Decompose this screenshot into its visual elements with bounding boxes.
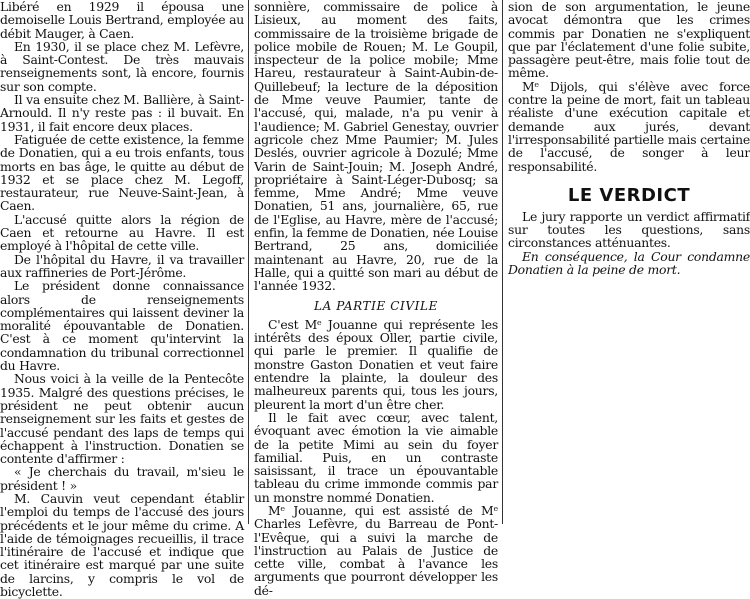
- column-2: [254, 0, 498, 598]
- paragraph: Il va ensuite chez M. Ballière, à Saint-Arnould. Il n'y reste pas : il buvait. En 1931, il fait encore deux places.: [0, 92, 244, 134]
- paragraph: Mᵉ Dijols, qui s'élève avec force contre la peine de mort, fait un tableau réaliste d'une exécution capitale et demande aux jurés, devant l'irresponsabilité partielle mais certaine de l'accusé, de songer à leur responsabilité.: [508, 78, 750, 174]
- column-divider: [502, 0, 503, 524]
- paragraph: Fatiguée de cette existence, la femme de Donatien, qui a eu trois enfants, tous morts en bas âge, le quitte au début de 1932 et se place chez M. Legoff, restaurateur, rue Neuve-Saint-Jean, à Caen.: [0, 131, 244, 214]
- section-heading-verdict: LE VERDICT: [567, 184, 691, 206]
- column-divider: [248, 0, 249, 524]
- paragraph: M. Cauvin veut cependant établir l'emploi du temps de l'accusé des jours précédents et le jour même du crime. A l'aide de témoignages recueillis, il trace l'itinéraire de l'accusé et indique que cet itinéraire est marqué par une suite de larcins, y compris le vol de bicyclette.: [0, 490, 244, 599]
- paragraph: L'accusé quitte alors la région de Caen et retourne au Havre. Il est employé à l'hôpital de cette ville.: [0, 211, 244, 254]
- paragraph: Le président donne connaissance alors de renseignements complémentaires qui laissent deviner la moralité épouvantable de Donatien. C'est à ce moment qu'intervint la condamnation du tribunal correctionnel du Havre.: [0, 278, 244, 374]
- paragraph: En 1930, il se place chez M. Lefèvre, à Saint-Contest. De très mauvais renseignements sont, là encore, fournis sur son compte.: [0, 38, 244, 94]
- paragraph: C'est Mᵉ Jouanne qui représente les intérêts des époux Oller, partie civile, qui parle le premier. Il qualifie de monstre Gaston Donatien et veut faire entendre la plainte, la douleur des malheureux parents qui, tous les jours, pleurent la mort d'un être cher.: [254, 316, 498, 412]
- paragraph: Le jury rapporte un verdict affirmatif sur toutes les questions, sans circonstances atténuantes.: [508, 208, 750, 251]
- paragraph: sion de son argumentation, le jeune avocat démontra que les crimes commis par Donatien ne s'expliquent que par l'éclatement d'une folie subite, passagère peut-être, mais folie tout de même.: [508, 0, 750, 81]
- paragraph: Libéré en 1929 il épousa une demoiselle Louis Bertrand, employée au débit Mauger, à Caen.: [0, 0, 244, 41]
- paragraph: sonnière, commissaire de police à Lisieux, au moment des faits, commissaire de la troisième brigade de police mobile de Rouen; M. Le Goupil, inspecteur de la police mobile; Mme Hareu, restaurateur à Saint-Aubin-de-Quillebeuf; la lecture de la déposition de Mme veuve Paumier, tante de l'accusé, qui, malade, n'a pu venir à l'audience; M. Gabriel Genestay, ouvrier agricole chez Mme Paumier; M. Jules Deslés, ouvrier agricole à Dozulé; Mme Varin de Saint-Jouin; M. Joseph André, propriétaire à Saint-Léger-Dubosq; sa femme, Mme André; Mme veuve Donatien, 51 ans, journalière, 65, rue de l'Eglise, au Havre, mère de l'accusé; enfin, la femme de Donatien, née Louise Bertrand, 25 ans, domiciliée maintenant au Havre, 20, rue de la Halle, qui a quitté son mari au début de l'année 1932.: [254, 0, 498, 294]
- paragraph: De l'hôpital du Havre, il va travailler aux raffineries de Port-Jérôme.: [0, 251, 244, 280]
- sentence-paragraph: En conséquence, la Cour condamne Donatien à la peine de mort.: [508, 248, 750, 278]
- paragraph: Mᵉ Jouanne, qui est assisté de Mᵉ Charles Lefèvre, du Barreau de Pont-l'Evêque, qui a suivi la marche de l'instruction au Palais de Justice de cette ville, combat à l'avance les arguments que pourront développer les dé-: [254, 502, 498, 598]
- paragraph: Nous voici à la veille de la Pentecôte 1935. Malgré des questions précises, le président ne peut obtenir aucun renseignement sur les faits et gestes de l'accusé pendant des laps de temps qui échappent à l'instruction. Donatien se contente d'affirmer :: [0, 371, 244, 467]
- section-heading-partie-civile: LA PARTIE CIVILE: [314, 298, 438, 313]
- paragraph: Il le fait avec cœur, avec talent, évoquant avec émotion la vie aimable de la petite Mimi au sein du foyer familial. Puis, en un contraste saisissant, il trace un épouvantable tableau du crime immonde commis par un monstre nommé Donatien.: [254, 409, 498, 505]
- quote: « Je cherchais du travail, m'sieu le président ! »: [0, 464, 244, 493]
- column-1: [0, 0, 244, 599]
- column-3: [508, 0, 750, 524]
